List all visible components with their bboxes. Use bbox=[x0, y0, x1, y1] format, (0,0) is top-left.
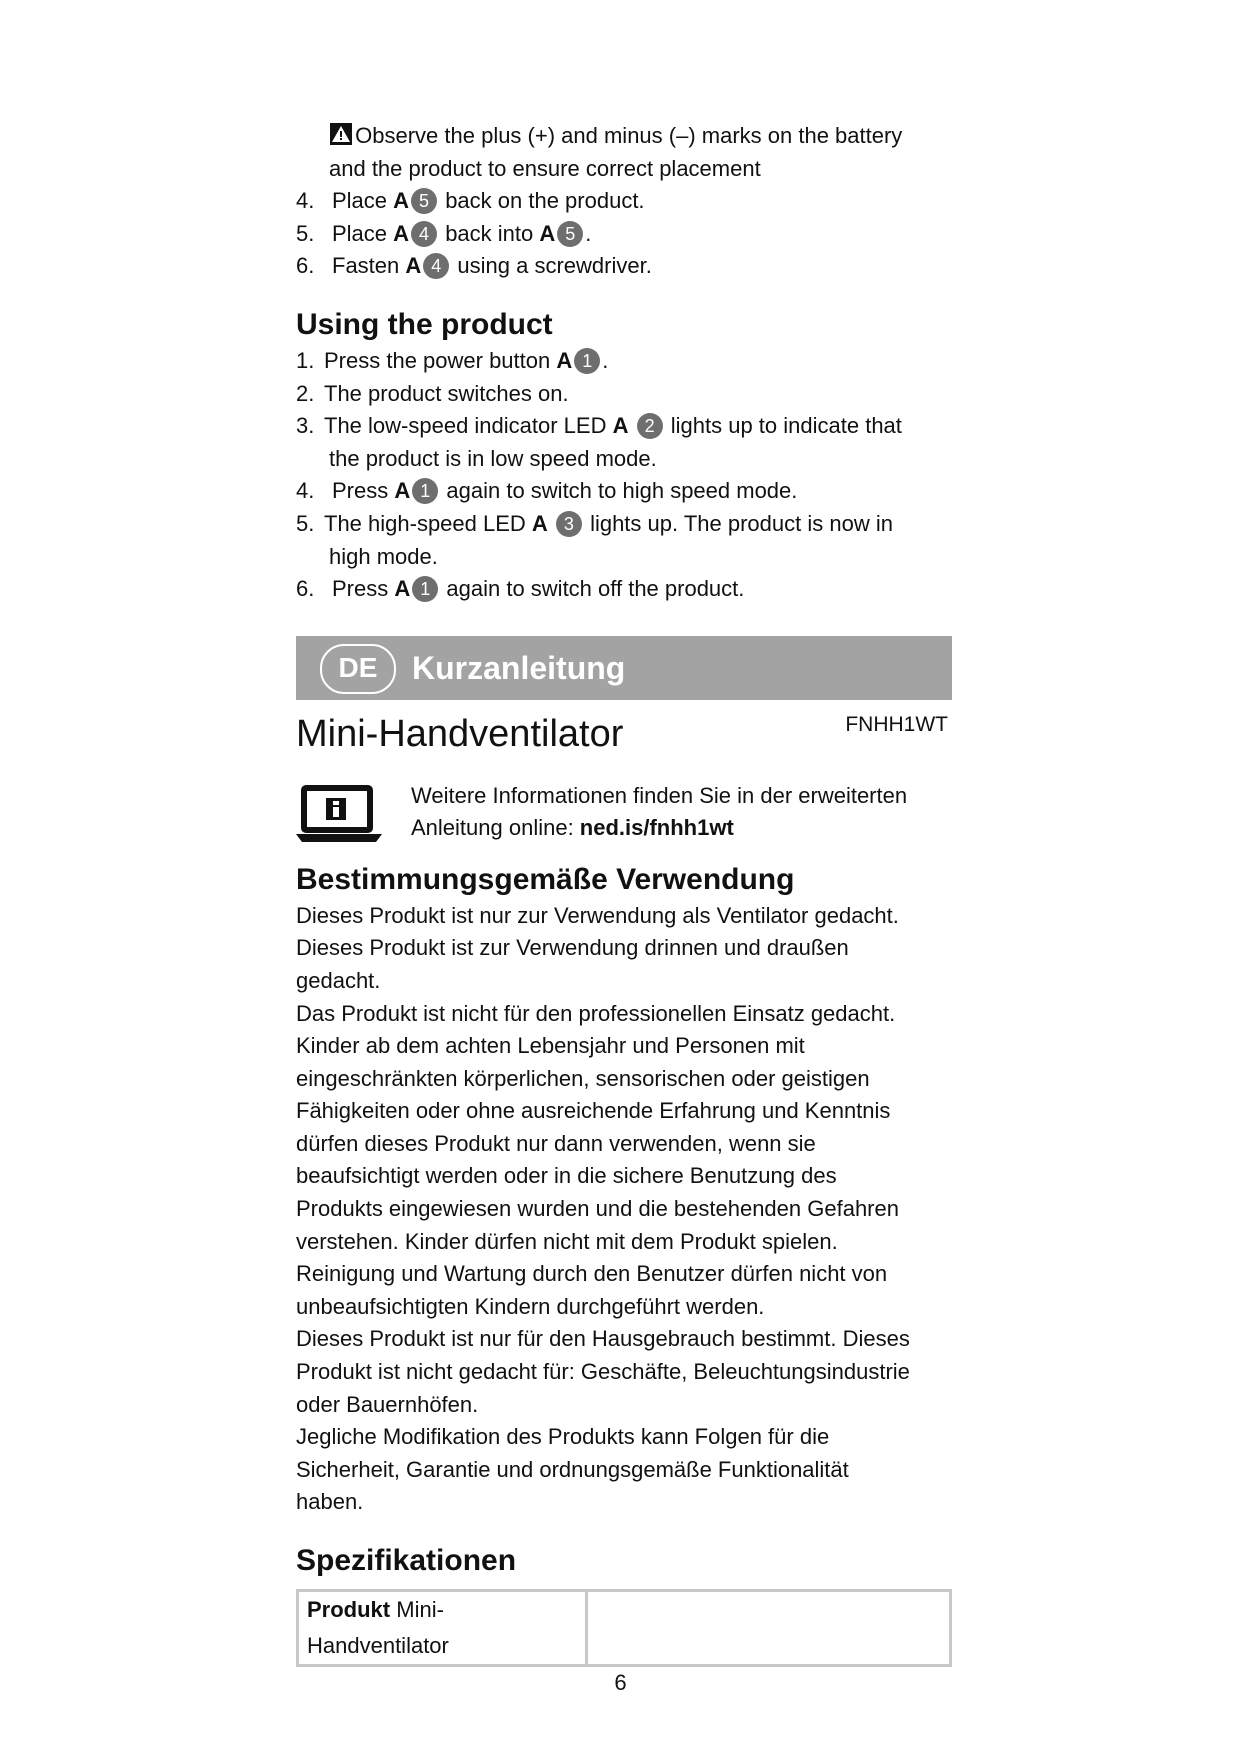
battery-note-line-1: Observe the plus (+) and minus (–) marks on the battery bbox=[296, 120, 952, 153]
body-line: beaufsichtigt werden oder in die sichere Benutzung des bbox=[296, 1163, 837, 1189]
list-item: 6. Press A 1 again to switch off the product. bbox=[296, 576, 745, 602]
body-line: dürfen dieses Produkt nur dann verwenden, wenn sie bbox=[296, 1130, 816, 1156]
body-line: Sicherheit, Garantie und ordnungsgemäße Funktionalität bbox=[296, 1456, 849, 1482]
model-code: FNHH1WT bbox=[845, 712, 948, 736]
product-title-row bbox=[296, 706, 952, 770]
warning-icon bbox=[329, 123, 355, 148]
callout-badge: 5 bbox=[411, 188, 437, 214]
body-line: Produkt ist nicht gedacht für: Geschäfte, Beleuchtungsindustrie bbox=[296, 1359, 910, 1385]
body-line: Dieses Produkt ist zur Verwendung drinnen und draußen bbox=[296, 935, 849, 961]
language-banner bbox=[296, 636, 952, 700]
language-code-badge: DE bbox=[320, 644, 396, 694]
body-line: Kinder ab dem achten Lebensjahr und Personen mit bbox=[296, 1033, 805, 1059]
callout-badge: 1 bbox=[412, 478, 438, 504]
body-line: Jegliche Modifikation des Produkts kann Folgen für die bbox=[296, 1424, 830, 1450]
document-page bbox=[296, 120, 952, 1667]
list-item-continuation: the product is in low speed mode. bbox=[329, 445, 657, 471]
list-item: 6. Fasten A 4 using a screwdriver. bbox=[296, 253, 652, 279]
section-heading-using: Using the product bbox=[296, 307, 553, 341]
list-item: 5. Place A 4 back into A 5 . bbox=[296, 220, 592, 246]
info-line-1: Weitere Informationen finden Sie in der erweiterten bbox=[411, 782, 908, 808]
body-line: unbeaufsichtigten Kindern durchgeführt werden. bbox=[296, 1293, 765, 1319]
section-heading-specs: Spezifikationen bbox=[296, 1544, 517, 1577]
body-line: Dieses Produkt ist nur für den Hausgebrauch bestimmt. Dieses bbox=[296, 1326, 910, 1352]
list-item: 4. Place A 5 back on the product. bbox=[296, 188, 645, 214]
list-item: 1. Press the power button A 1 . bbox=[296, 347, 609, 373]
section-heading-intended-use: Bestimmungsgemäße Verwendung bbox=[296, 862, 795, 896]
online-info bbox=[296, 784, 952, 860]
list-item: 5. The high-speed LED A 3 lights up. The product is now in bbox=[296, 510, 893, 536]
body-line: Dieses Produkt ist nur zur Verwendung als Ventilator gedacht. bbox=[296, 902, 899, 928]
spec-cell-empty bbox=[587, 1591, 951, 1666]
page-number: 6 bbox=[614, 1670, 627, 1695]
spec-cell: Produkt Mini-Handventilator bbox=[298, 1591, 587, 1666]
list-item-continuation: high mode. bbox=[329, 543, 438, 569]
callout-badge: 1 bbox=[412, 576, 438, 602]
callout-badge: 3 bbox=[556, 511, 582, 537]
callout-badge: 2 bbox=[637, 413, 663, 439]
body-line: eingeschränkten körperlichen, sensorischen oder geistigen bbox=[296, 1065, 870, 1091]
body-line: Reinigung und Wartung durch den Benutzer dürfen nicht von bbox=[296, 1261, 888, 1287]
body-line: verstehen. Kinder dürfen nicht mit dem Produkt spielen. bbox=[296, 1228, 838, 1254]
list-item: 2. The product switches on. bbox=[296, 380, 569, 406]
body-line: Das Produkt ist nicht für den professionellen Einsatz gedacht. bbox=[296, 1000, 896, 1026]
list-item: 3. The low-speed indicator LED A 2 lights up to indicate that bbox=[296, 413, 902, 439]
table-row bbox=[298, 1591, 951, 1666]
body-line: Produkts eingewiesen wurden und die bestehenden Gefahren bbox=[296, 1196, 899, 1222]
callout-badge: 4 bbox=[411, 221, 437, 247]
banner-title: Kurzanleitung bbox=[412, 649, 626, 686]
body-line: haben. bbox=[296, 1489, 364, 1515]
info-line-2: Anleitung online: ned.is/fnhh1wt bbox=[411, 815, 734, 841]
intended-use-body bbox=[296, 900, 952, 1519]
body-line: oder Bauernhöfen. bbox=[296, 1391, 479, 1417]
list-item: 4. Press A 1 again to switch to high speed mode. bbox=[296, 478, 798, 504]
callout-badge: 4 bbox=[423, 253, 449, 279]
product-title: Mini-Handventilator bbox=[296, 712, 624, 755]
laptop-info-icon bbox=[296, 784, 382, 848]
callout-badge: 5 bbox=[557, 221, 583, 247]
callout-badge: 1 bbox=[574, 348, 600, 374]
body-line: gedacht. bbox=[296, 967, 381, 993]
spec-table bbox=[296, 1589, 952, 1667]
body-line: Fähigkeiten oder ohne ausreichende Erfahrung und Kenntnis bbox=[296, 1098, 891, 1124]
battery-note-line-2: and the product to ensure correct placement bbox=[329, 155, 761, 181]
manual-link[interactable]: ned.is/fnhh1wt bbox=[579, 815, 734, 841]
